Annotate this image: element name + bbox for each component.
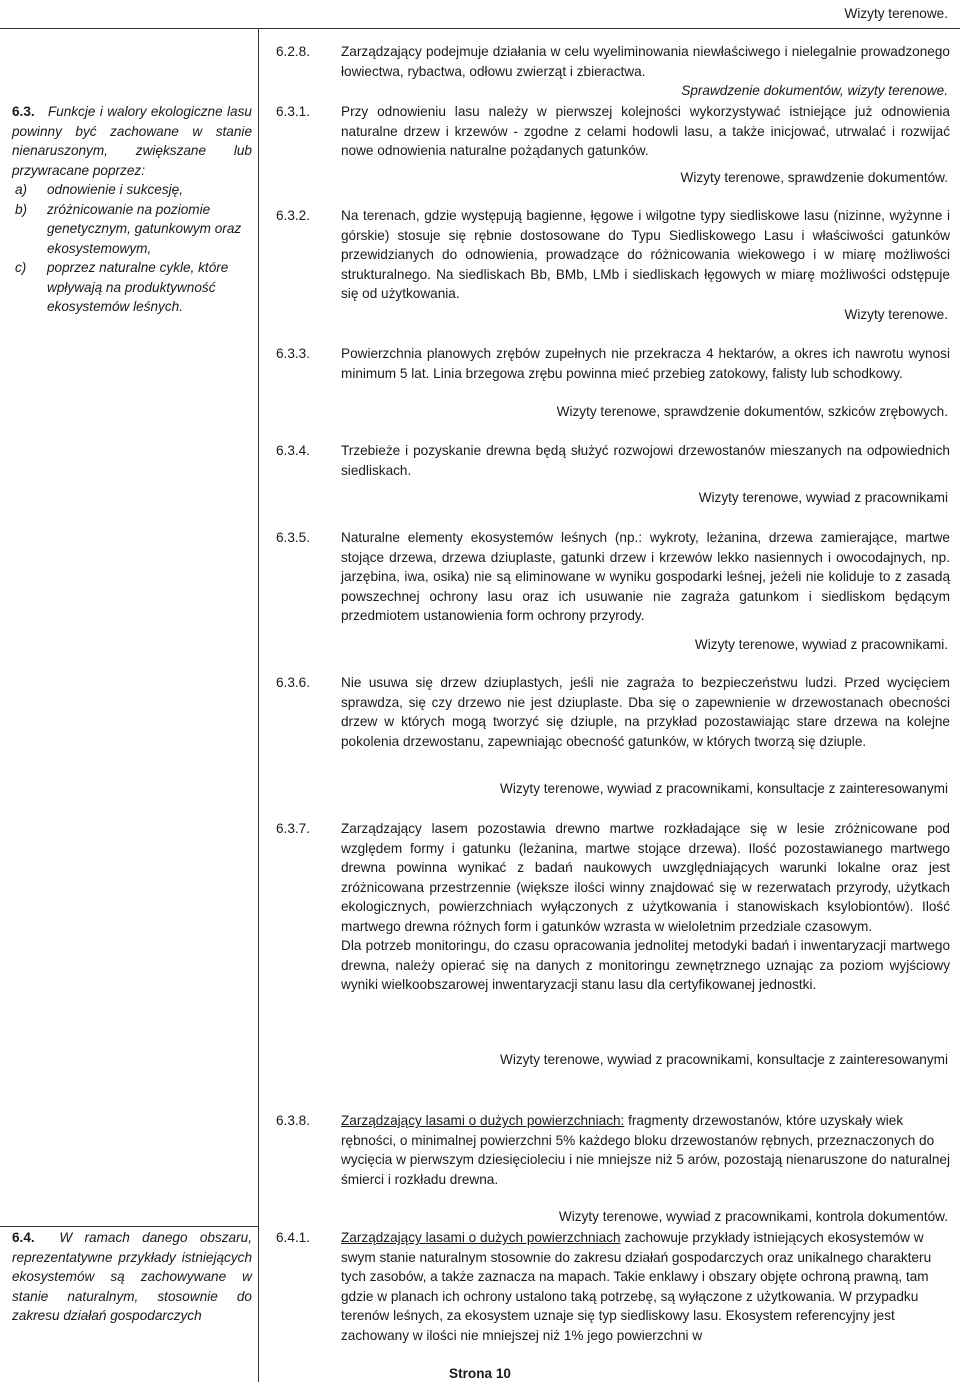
criterion-number: 6.3. xyxy=(12,104,35,119)
verification-note: Wizyty terenowe, wywiad z pracownikami xyxy=(698,490,948,505)
header-verification-note: Wizyty terenowe. xyxy=(844,6,948,21)
verification-note: Wizyty terenowe, wywiad z pracownikami, konsultacje z zainteresowanymi xyxy=(499,781,948,796)
list-item xyxy=(12,200,252,259)
criterion-title: Funkcje i walory ekologiczne lasu powinny być zachowane w stanie nienaruszonym, zwiększane lub przywracane poprzez: xyxy=(12,104,252,178)
verification-note: Wizyty terenowe, sprawdzenie dokumentów, szkiców zrębowych. xyxy=(556,404,948,419)
indicator-6-3-3 xyxy=(268,344,950,383)
list-item xyxy=(12,258,252,317)
indicator-lead: Zarządzający lasami o dużych powierzchniach xyxy=(341,1230,621,1245)
indicator-text: Na terenach, gdzie występują bagienne, łęgowe i wilgotne typy siedliskowe lasu (nizinne, wyżynne i górskie) stosuje się rębnie dostosowane do Typu Siedliskowego Lasu i właściwości gatunków przewidzianych do odnowienia, prowadzące do różnicowania wiekowego i w miarę możliwości strukturalnego. Na siedliskach Bb, BMb, LMb i siedliskach łęgowych w miarę możliwości odstępuje się od użytkowania. xyxy=(341,208,950,301)
indicator-6-2-8 xyxy=(268,42,950,81)
list-text: zróżnicowanie na poziomie genetycznym, gatunkowym oraz ekosystemowym, xyxy=(47,201,242,256)
list-text: odnowienie i sukcesję, xyxy=(47,182,184,197)
indicator-number: 6.2.8. xyxy=(276,44,311,59)
indicator-text xyxy=(341,819,950,995)
indicator-number: 6.3.7. xyxy=(276,821,311,836)
list-text: poprzez naturalne cykle, które wpływają na produktywność ekosystemów leśnych. xyxy=(47,260,229,314)
indicator-text: Zarządzający podejmuje działania w celu wyeliminowania niewłaściwego i nielegalnie prowadzonego łowiectwa, rybactwa, odłowu zwierząt i zbieractwa. xyxy=(341,44,950,79)
indicator-number: 6.3.5. xyxy=(276,530,311,545)
indicator-paragraph: Dla potrzeb monitoringu, do czasu opracowania jednolitej metodyki badań i inwentaryzacji martwego drewna, należy opierać się na danych z monitoringu zewnętrznego uznając za poziom wyjściowy wyniki wielkoobszarowej inwentaryzacji stanu lasu dla certyfikowanej jednostki. xyxy=(341,938,950,992)
indicator-number: 6.4.1. xyxy=(276,1230,311,1245)
indicator-6-3-7 xyxy=(268,819,950,995)
top-rule xyxy=(0,28,960,29)
indicator-number: 6.3.3. xyxy=(276,346,311,361)
indicator-6-3-2 xyxy=(268,206,950,304)
indicator-text: Powierzchnia planowych zrębów zupełnych nie przekracza 4 hektarów, a okres ich nawrotu wynosi minimum 5 lat. Linia brzegowa zrębu powinna mieć przebieg zatokowy, falisty lub schodkowy. xyxy=(341,346,950,381)
indicator-6-3-5 xyxy=(268,528,950,626)
list-letter: c) xyxy=(15,260,27,275)
indicator-body: fragmenty drzewostanów, które uzyskały wiek rębności, o minimalnej powierzchni 5% każdego bloku drzewostanów rębnych, przeznaczonych do wycięcia w pierwszym dziesięcioleciu i nie mniejsze niż 5 arów, pozostają nienaruszone do naturalnej śmierci i rozkładu drewna. xyxy=(341,1113,950,1187)
indicator-number: 6.3.4. xyxy=(276,443,311,458)
criterion-6-4 xyxy=(12,1228,252,1326)
list-item xyxy=(12,180,252,200)
verification-note: Wizyty terenowe, wywiad z pracownikami, kontrola dokumentów. xyxy=(558,1209,948,1224)
indicator-text xyxy=(341,1111,950,1189)
indicator-6-3-1 xyxy=(268,102,950,161)
criterion-6-3 xyxy=(12,102,252,317)
criterion-title: W ramach danego obszaru, reprezentatywne przykłady istniejących ekosystemów są zachowywane w stanie naturalnym, stosownie do zakresu działań gospodarczych xyxy=(12,1230,252,1323)
indicator-6-3-6 xyxy=(268,673,950,751)
indicator-number: 6.3.1. xyxy=(276,104,311,119)
indicator-6-3-8 xyxy=(268,1111,950,1189)
indicator-number: 6.3.8. xyxy=(276,1113,311,1128)
verification-note: Wizyty terenowe, sprawdzenie dokumentów. xyxy=(680,170,948,185)
indicator-number: 6.3.2. xyxy=(276,208,311,223)
column-divider xyxy=(258,28,259,1382)
criterion-number: 6.4. xyxy=(12,1230,35,1245)
indicator-lead: Zarządzający lasami o dużych powierzchniach: xyxy=(341,1113,625,1128)
verification-note: Sprawdzenie dokumentów, wizyty terenowe. xyxy=(681,83,948,98)
verification-note: Wizyty terenowe. xyxy=(844,307,948,322)
indicator-6-3-4 xyxy=(268,441,950,480)
indicator-text: Trzebieże i pozyskanie drewna będą służyć rozwojowi drzewostanów mieszanych na odpowiednich siedliskach. xyxy=(341,443,950,478)
indicator-number: 6.3.6. xyxy=(276,675,311,690)
criterion-divider xyxy=(0,1226,259,1227)
indicator-text: Naturalne elementy ekosystemów leśnych (np.: wykroty, leżanina, drzewa zamierające, martwe stojące drzewa, drzewa dziuplaste, gatunki drzew i krzewów lekko nasiennych i owocodajnych, np. jarzębina, iwa, osika) nie są eliminowane w wyniku gospodarki leśnej, jeżeli nie koliduje to z zasadą powszechnej ochrony lasu oraz ich usuwanie nie zagraża gatunkom i siedliskom będącym przedmiotem ustanowienia form ochrony przyrody. xyxy=(341,530,950,623)
indicator-text xyxy=(341,1228,950,1345)
list-letter: b) xyxy=(15,201,28,217)
indicator-body: zachowuje przykłady istniejących ekosystemów w swym stanie naturalnym stosownie do zakresu działań gospodarczych oraz unikalnego charakteru tych zasobów, a także zaznacza na mapach. Takie enklawy i obszary objęte ochroną prawną, tam gdzie w planach ich ochrony ustalono taką potrzebę, są wyłączone z użytkowania. W przypadku terenów leśnych, za ekosystem uznaje się typ siedliskowy lasu. Ekosystem referencyjny jest zachowany w ilości nie mniejszej niż 1% jego powierzchni w xyxy=(341,1230,932,1343)
list-letter: a) xyxy=(15,182,28,197)
criterion-list xyxy=(12,180,252,317)
page-number: Strona 10 xyxy=(449,1366,511,1381)
indicator-text: Przy odnowieniu lasu należy w pierwszej kolejności wykorzystywać istniejące już odnowienia naturalne drzew i krzewów - zgodne z celami hodowli lasu, a także inicjować, utrwalać i rozwijać nowe odnowienia naturalne pożądanych gatunków. xyxy=(341,104,950,158)
verification-note: Wizyty terenowe, wywiad z pracownikami. xyxy=(694,637,948,652)
indicator-text: Nie usuwa się drzew dziuplastych, jeśli nie zagraża to bezpieczeństwu ludzi. Przed wycięciem sprawdza, się czy drzewo nie jest dziuplaste. Dba się o zapewnienie w drzewostanach obecności drzew w których mogą tworzyć się dziuple, na przykład pozostawiając stare drzewa na kolejne pokolenia drzewostanu, zapewniając obecność gatunków, w których tworzą się dziuple. xyxy=(341,675,950,749)
indicator-6-4-1 xyxy=(268,1228,950,1345)
indicator-paragraph: Zarządzający lasem pozostawia drewno martwe rozkładające się w lesie zróżnicowane pod względem formy i gatunku (leżanina, martwe stojące drzewa). Ilość pozostawianego martwego drewna powinna wynikać z badań naukowych uwzględniających warunki lokalne oraz jest zróżnicowana przestrzennie (większe ilości winny znajdować się w rezerwatach przyrody, użytkach ekologicznych, powierzchniach wyłączonych z użytkowania i stanowiskach ksylobiontów). Ilość martwego drewna różnych form i gatunków wzrasta w wieloletnim przedziale czasowym. xyxy=(341,821,950,934)
verification-note: Wizyty terenowe, wywiad z pracownikami, konsultacje z zainteresowanymi xyxy=(499,1052,948,1067)
